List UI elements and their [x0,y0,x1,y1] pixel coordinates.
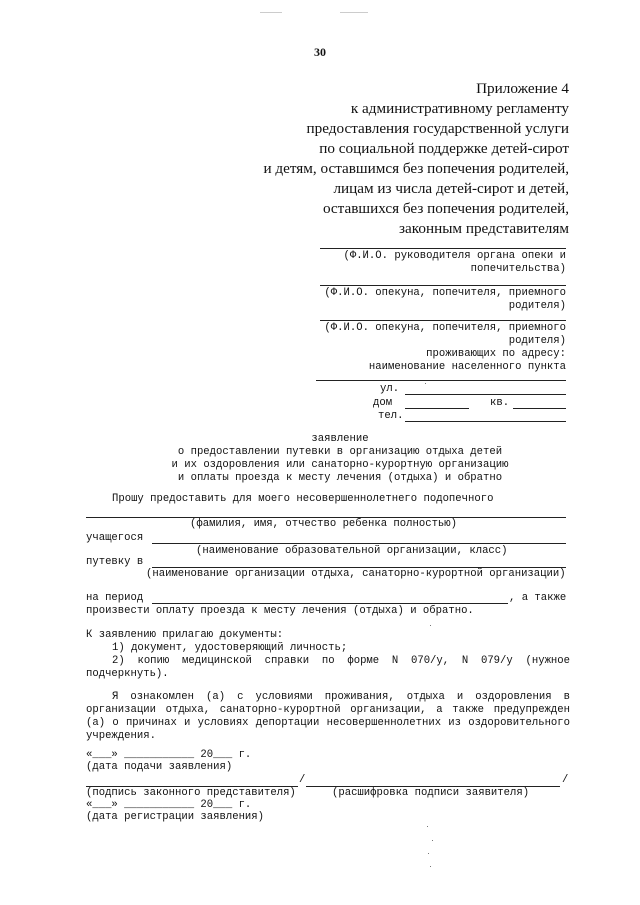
school-field[interactable] [152,543,566,544]
submission-date[interactable]: «___» ___________ 20___ г. [86,749,252,761]
attachment-item-2: 2) копию медицинской справки по форме N 070/у, N 079/у (нужное [112,655,570,667]
appendix-line: оставшихся без попечения родителей, [322,200,569,217]
child-name-caption: (фамилия, имя, отчество ребенка полностью) [190,518,458,530]
attachment-item-1: 1) документ, удостоверяющий личность; [112,642,348,654]
appendix-line: Приложение 4 [476,80,569,97]
attachments-heading: К заявлению прилагаю документы: [86,629,284,641]
title-line: о предоставлении путевки в организацию отдыха детей [177,446,503,458]
head-name-line [320,248,566,249]
school-caption: (наименование образовательной организации, класс) [196,545,508,557]
period-suffix: , а также [509,592,567,604]
period-label: на период [86,592,144,604]
guardian-name-line-2 [320,320,566,321]
registration-date[interactable]: «___» ___________ 20___ г. [86,799,252,811]
period-field[interactable] [152,603,508,604]
submission-date-caption: (дата подачи заявления) [86,761,233,773]
appendix-line: законным представителям [399,220,569,237]
appendix-line: к административному регламенту [350,100,569,117]
phone-field[interactable] [405,421,566,422]
street-field[interactable] [405,394,566,395]
request-text: Прошу предоставить для моего несовершеннолетнего подопечного [112,493,494,505]
payment-text: произвести оплату проезда к месту лечения (отдыха) и обратно. [86,605,474,617]
title-line: и оплаты проезда к месту лечения (отдыха) и обратно [177,472,503,484]
street-label: ул. [380,383,400,395]
guardian-name-caption-1: (Ф.И.О. опекуна, попечителя, приемного родителя) [324,287,566,312]
signature-caption: (подпись законного представителя) [86,787,296,799]
head-name-caption: (Ф.И.О. руководителя органа опеки и попечительства) [343,250,566,275]
house-field[interactable] [405,408,469,409]
voucher-label: путевку в [86,556,144,568]
appendix-line: предоставления государственной услуги [306,120,569,137]
appendix-line: лицам из числа детей-сирот и детей, [333,180,569,197]
guardian-name-line-1 [320,285,566,286]
acquaintance-line-4: учреждения. [86,730,156,742]
student-label: учащегося [86,532,144,544]
appendix-heading [169,79,569,239]
acquaintance-line-2: организации отдыха, санаторно-курортной организации, а также предупрежден [86,704,570,716]
residing-address-label: проживающих по адресу: наименование населенного пункта [368,348,566,373]
registration-date-caption: (дата регистрации заявления) [86,811,265,823]
acquaintance-line-3: (а) о причинах и условиях депортации несовершеннолетних из оздоровительного [86,717,570,729]
signature-slash-end: / [562,774,569,786]
signature-slash: / [299,774,306,786]
guardian-name-caption-2: (Ф.И.О. опекуна, попечителя, приемного родителя) [324,322,566,347]
appendix-line: по социальной поддержке детей-сирот [319,140,569,157]
flat-label: кв. [490,397,510,409]
house-label: дом [373,397,393,409]
phone-label: тел. [378,410,404,422]
document-title [120,433,560,485]
decode-caption: (расшифровка подписи заявителя) [332,787,530,799]
acquaintance-line-1: Я ознакомлен (а) с условиями проживания, отдыха и оздоровления в [112,691,570,703]
title-word: заявление [311,433,369,445]
page-number: 30 [314,45,326,59]
title-line: и их оздоровления или санаторно-курортную организацию [171,459,509,471]
flat-field[interactable] [513,408,566,409]
locality-line [316,380,566,381]
organization-caption: (наименование организации отдыха, санаторно-курортной организации) [146,568,566,580]
attachment-item-2-cont: подчеркнуть). [86,668,169,680]
appendix-line: и детям, оставшимся без попечения родителей, [263,160,569,177]
